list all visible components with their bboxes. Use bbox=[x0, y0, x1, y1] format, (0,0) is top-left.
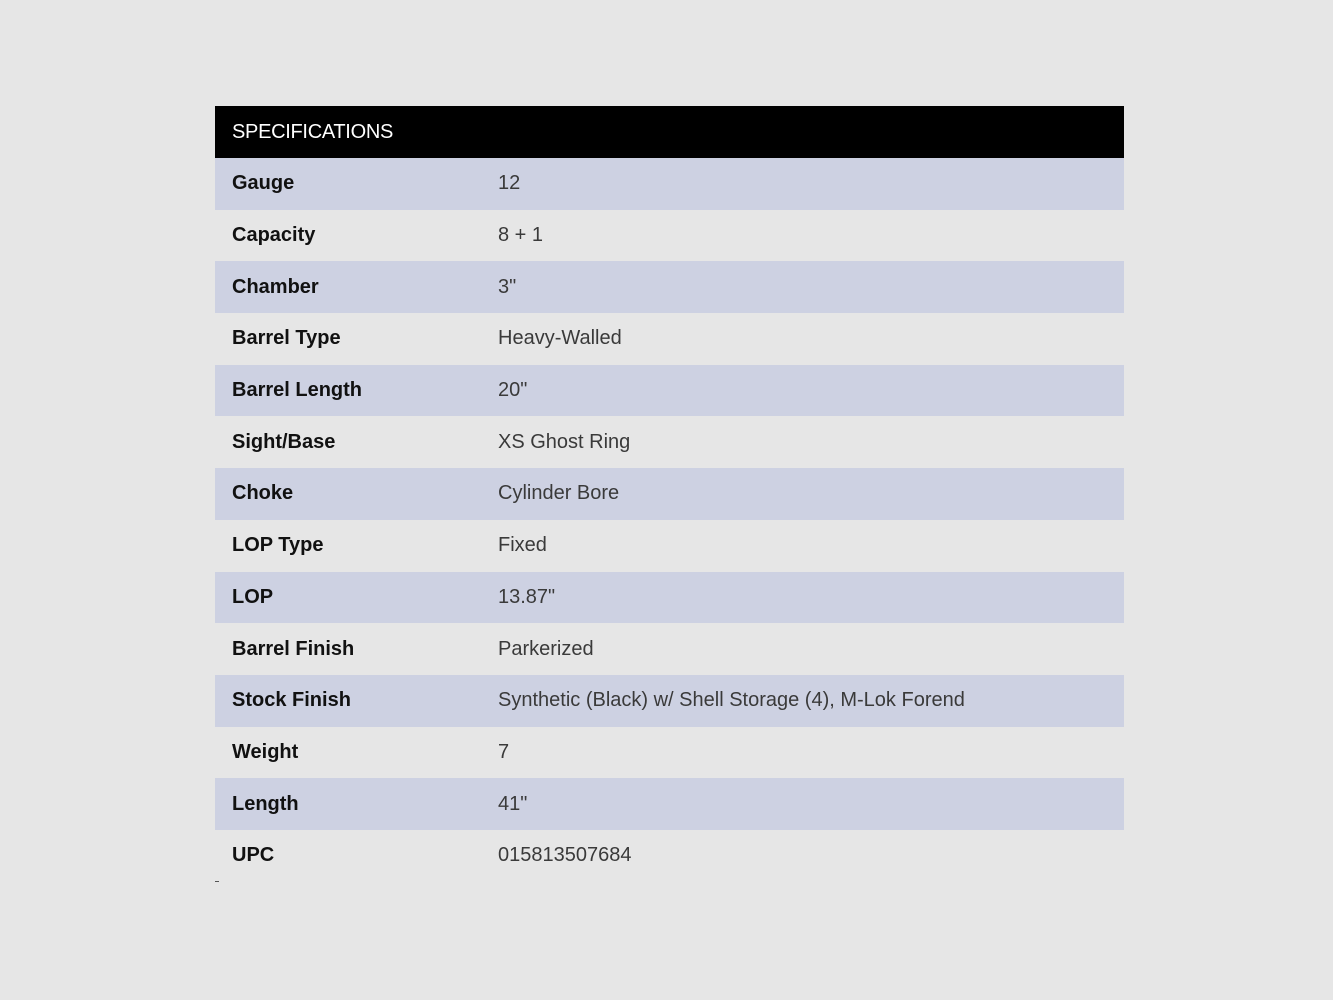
row-label: Weight bbox=[232, 740, 299, 763]
table-row bbox=[215, 210, 1124, 262]
table-row bbox=[215, 365, 1124, 417]
table-row bbox=[215, 416, 1124, 468]
table-row bbox=[215, 778, 1124, 830]
table-row bbox=[215, 520, 1124, 572]
row-value: Fixed bbox=[498, 534, 547, 557]
table-row bbox=[215, 261, 1124, 313]
table-row bbox=[215, 313, 1124, 365]
stray-mark bbox=[215, 881, 219, 882]
row-value: 3" bbox=[498, 275, 517, 298]
row-value: Synthetic (Black) w/ Shell Storage (4), M-Lok Forend bbox=[498, 689, 965, 712]
table-row bbox=[215, 158, 1124, 210]
row-value: 8 + 1 bbox=[498, 224, 544, 247]
row-label: UPC bbox=[232, 844, 275, 867]
row-label: Barrel Finish bbox=[232, 637, 355, 660]
row-label: Gauge bbox=[232, 172, 295, 195]
row-value: 13.87" bbox=[498, 585, 556, 608]
table-row bbox=[215, 675, 1124, 727]
row-label: Chamber bbox=[232, 275, 319, 298]
table-row bbox=[215, 572, 1124, 624]
row-label: LOP Type bbox=[232, 534, 324, 557]
row-value: 41" bbox=[498, 792, 528, 815]
row-value: Parkerized bbox=[498, 637, 594, 660]
table-row bbox=[215, 727, 1124, 779]
row-value: 015813507684 bbox=[498, 844, 632, 867]
row-value: XS Ghost Ring bbox=[498, 430, 631, 453]
row-label: Capacity bbox=[232, 224, 316, 247]
row-label: LOP bbox=[232, 585, 274, 608]
table-header: SPECIFICATIONS bbox=[215, 106, 1124, 158]
specifications-table bbox=[215, 106, 1124, 882]
row-label: Stock Finish bbox=[232, 689, 351, 712]
table-row bbox=[215, 623, 1124, 675]
row-value: Cylinder Bore bbox=[498, 482, 620, 505]
table-row bbox=[215, 468, 1124, 520]
row-value: Heavy-Walled bbox=[498, 327, 622, 350]
table-row bbox=[215, 830, 1124, 882]
row-label: Barrel Length bbox=[232, 379, 363, 402]
row-label: Choke bbox=[232, 482, 294, 505]
row-label: Sight/Base bbox=[232, 430, 336, 453]
row-value: 12 bbox=[498, 172, 521, 195]
row-value: 20" bbox=[498, 379, 528, 402]
row-label: Barrel Type bbox=[232, 327, 341, 350]
row-value: 7 bbox=[498, 740, 510, 763]
row-label: Length bbox=[232, 792, 299, 815]
